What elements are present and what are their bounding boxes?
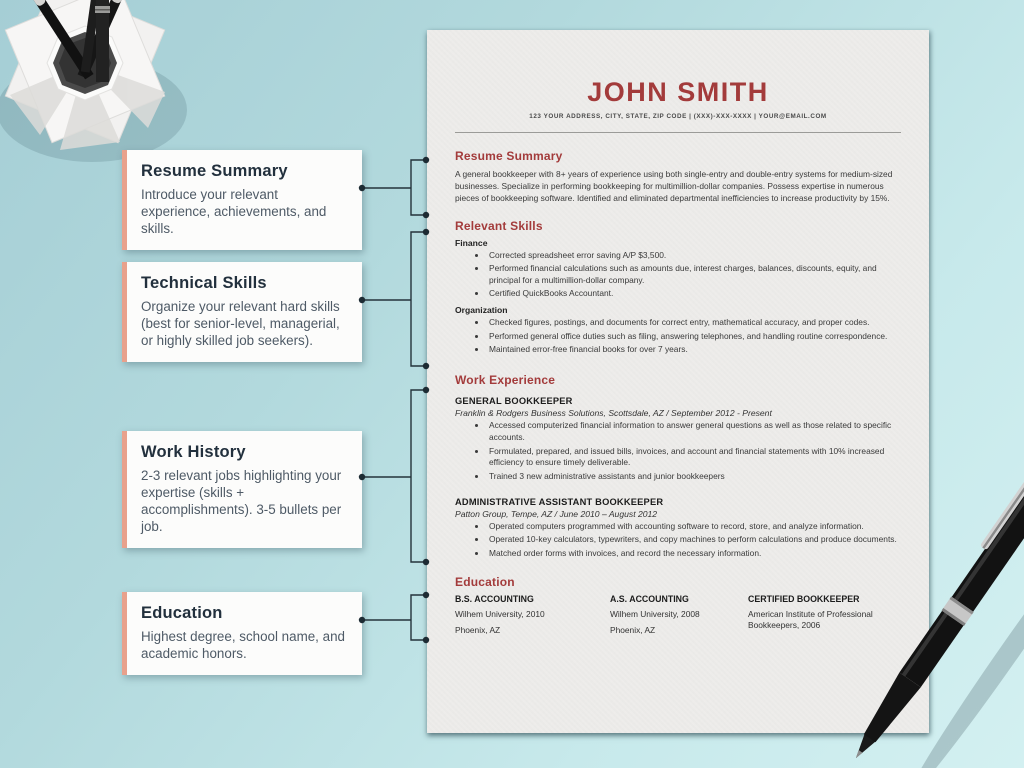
callout-body: Organize your relevant hard skills (best for senior-level, managerial, or highly skilled job seekers). xyxy=(141,299,340,349)
job-title: ADMINISTRATIVE ASSISTANT BOOKKEEPER xyxy=(455,496,664,507)
section-heading-summary: Resume Summary xyxy=(455,148,563,163)
location-line: Phoenix, AZ xyxy=(455,624,501,635)
resume-contact: 123 YOUR ADDRESS, CITY, STATE, ZIP CODE | (XXX)-XXX-XXXX | YOUR@EMAIL.COM xyxy=(529,112,827,120)
callout-title: Work History xyxy=(141,443,246,461)
education-row xyxy=(455,594,901,637)
job-title: GENERAL BOOKKEEPER xyxy=(455,396,573,407)
callout-education xyxy=(122,592,362,675)
education-entry xyxy=(610,594,748,637)
callout-body: Introduce your relevant experience, achievements, and skills. xyxy=(141,187,327,237)
bullet-item: • Formulated, prepared, and issued bills, invoices, and account and financial statements with 10% increased efficiency to ensure timely deliverable. xyxy=(487,446,901,470)
bullet-item: • Matched order forms with invoices, and record the necessary information. xyxy=(487,548,901,560)
bullet-item: • Operated 10-key calculators, typewriters, and copy machines to perform calculations and produce documents. xyxy=(487,534,901,546)
resume-name: JOHN SMITH xyxy=(587,77,769,107)
job-entry xyxy=(455,396,901,483)
connector-education xyxy=(362,595,426,640)
education-entry xyxy=(455,594,610,637)
bullet-item: • Performed general office duties such as filing, answering telephones, and handling routine correspondence. xyxy=(487,331,901,343)
bullet-item: • Corrected spreadsheet error saving A/P $3,500. xyxy=(487,250,901,262)
skill-group-organization: Organization xyxy=(455,305,508,316)
school-line: Wilhem University, 2010 xyxy=(455,608,545,619)
school-line: Wilhem University, 2008 xyxy=(610,608,700,619)
job-bullet-list xyxy=(455,521,901,560)
bullet-item: • Maintained error-free financial books for over 7 years. xyxy=(487,344,901,356)
degree-title: B.S. ACCOUNTING xyxy=(455,593,534,604)
degree-title: A.S. ACCOUNTING xyxy=(610,593,689,604)
bullet-item: • Certified QuickBooks Accountant. xyxy=(487,288,901,300)
bullet-item: • Accessed computerized financial information to answer general questions as well as those related to specific accounts. xyxy=(487,420,901,444)
callout-title: Technical Skills xyxy=(141,274,267,292)
callout-resume-summary xyxy=(122,150,362,250)
callout-body: Highest degree, school name, and academic honors. xyxy=(141,629,345,662)
skill-group-finance: Finance xyxy=(455,237,488,248)
resume-document xyxy=(427,30,929,733)
connector-work-history xyxy=(362,390,426,562)
bullet-item: • Checked figures, postings, and documents for correct entry, mathematical accuracy, and proper codes. xyxy=(487,317,901,329)
school-line: American Institute of Professional Bookkeepers, 2006 xyxy=(748,608,873,630)
bullet-item: • Trained 3 new administrative assistants and junior bookkeepers xyxy=(487,471,901,483)
job-meta: Patton Group, Tempe, AZ / June 2010 – August 2012 xyxy=(455,508,658,519)
job-bullet-list xyxy=(455,420,901,483)
degree-title: CERTIFIED BOOKKEEPER xyxy=(748,593,860,604)
connector-technical-skills xyxy=(362,232,426,366)
education-entry xyxy=(748,594,901,637)
callout-technical-skills xyxy=(122,262,362,362)
callout-body: 2-3 relevant jobs highlighting your expertise (skills + accomplishments). 3-5 bullets per job. xyxy=(141,468,342,535)
skill-list-finance xyxy=(455,250,901,301)
callout-work-history xyxy=(122,431,362,548)
job-meta: Franklin & Rodgers Business Solutions, Scottsdale, AZ / September 2012 - Present xyxy=(455,408,772,419)
header-divider xyxy=(455,132,901,133)
location-line: Phoenix, AZ xyxy=(610,624,656,635)
bullet-item: • Operated computers programmed with accounting software to record, store, and analyze information. xyxy=(487,521,901,533)
callout-title: Resume Summary xyxy=(141,162,288,180)
summary-text: A general bookkeeper with 8+ years of experience using both single-entry and double-entry systems for medium-sized businesses. Specialize in performing bookkeeping for multimillion-dollar companies. Possess expertise in numerous pieces of bookkeeping software. Identified and eliminated departmental inefficiencies to increase productivity by 15%. xyxy=(455,168,893,204)
section-heading-education: Education xyxy=(455,574,515,589)
job-entry xyxy=(455,497,901,560)
section-heading-experience: Work Experience xyxy=(455,373,556,388)
callout-title: Education xyxy=(141,604,223,622)
connector-resume-summary xyxy=(362,160,426,215)
section-heading-skills: Relevant Skills xyxy=(455,218,543,233)
bullet-item: • Performed financial calculations such as amounts due, interest charges, balances, discounts, equity, and principal for a multimillion-dollar company. xyxy=(487,263,901,287)
skill-list-organization xyxy=(455,317,901,356)
